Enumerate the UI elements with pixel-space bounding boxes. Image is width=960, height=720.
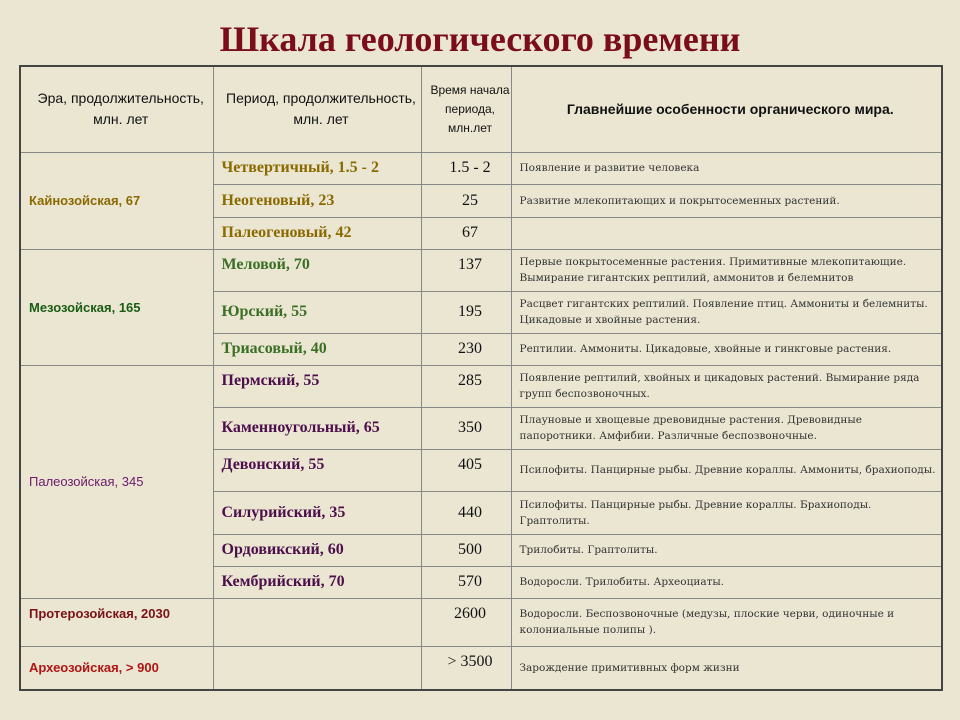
period-cell: Пермский, 55: [213, 365, 421, 407]
start-time-cell: 67: [421, 217, 511, 249]
features-cell: Водоросли. Беспозвоночные (медузы, плоские черви, одиночные и колониальные полипы ).: [511, 598, 942, 646]
period-cell: Каменноугольный, 65: [213, 407, 421, 449]
period-cell: Триасовый, 40: [213, 333, 421, 365]
features-cell: Появление рептилий, хвойных и цикадовых растений. Вымирание ряда групп беспозвоночных.: [511, 365, 942, 407]
features-cell: Зарождение примитивных форм жизни: [511, 646, 942, 690]
start-time-cell: 195: [421, 291, 511, 333]
start-time-cell: 2600: [421, 598, 511, 646]
period-cell: Девонский, 55: [213, 449, 421, 491]
start-time-cell: 285: [421, 365, 511, 407]
features-cell: Развитие млекопитающих и покрытосеменных растений.: [511, 184, 942, 217]
features-cell: Трилобиты. Граптолиты.: [511, 534, 942, 566]
period-cell: Кембрийский, 70: [213, 566, 421, 598]
period-cell: Четвертичный, 1.5 - 2: [213, 152, 421, 184]
start-time-cell: 500: [421, 534, 511, 566]
features-cell: Псилофиты. Панцирные рыбы. Древние кораллы. Аммониты, брахиоподы.: [511, 449, 942, 491]
header-row: [20, 66, 942, 152]
features-cell: Псилофиты. Панцирные рыбы. Древние кораллы. Брахиоподы. Граптолиты.: [511, 491, 942, 534]
period-cell: Палеогеновый, 42: [213, 217, 421, 249]
start-time-cell: 230: [421, 333, 511, 365]
page-title: Шкала геологического времени: [219, 19, 741, 59]
features-cell: Первые покрытосеменные растения. Примитивные млекопитающие. Вымирание гигантских рептилий, аммонитов и белемнитов: [511, 249, 942, 291]
header-era: Эра, продолжительность, млн. лет: [20, 66, 213, 152]
era-mesozoic: Мезозойская, 165: [20, 249, 213, 365]
features-cell: Рептилии. Аммониты. Цикадовые, хвойные и гинкговые растения.: [511, 333, 942, 365]
table-row: [20, 249, 942, 291]
period-cell: Ордовикский, 60: [213, 534, 421, 566]
era-archean: Археозойская, > 900: [20, 646, 213, 690]
start-time-cell: 440: [421, 491, 511, 534]
period-cell: Неогеновый, 23: [213, 184, 421, 217]
features-cell: Плауновые и хвощевые древовидные растения. Древовидные папоротники. Амфибии. Различные беспозвоночные.: [511, 407, 942, 449]
period-cell: Юрский, 55: [213, 291, 421, 333]
table-row: [20, 152, 942, 184]
start-time-cell: 405: [421, 449, 511, 491]
header-features: Главнейшие особенности органического мира.: [511, 66, 942, 152]
period-cell: [213, 646, 421, 690]
features-cell: Появление и развитие человека: [511, 152, 942, 184]
features-cell: [511, 217, 942, 249]
features-cell: Водоросли. Трилобиты. Археоциаты.: [511, 566, 942, 598]
geologic-time-table: [19, 65, 943, 691]
era-cenozoic: Кайнозойская, 67: [20, 152, 213, 249]
start-time-cell: 570: [421, 566, 511, 598]
table-row: [20, 646, 942, 690]
era-proterozoic: Протерозойская, 2030: [20, 598, 213, 646]
start-time-cell: 1.5 - 2: [421, 152, 511, 184]
start-time-cell: 350: [421, 407, 511, 449]
table-row: [20, 365, 942, 407]
header-start-time: Время начала периода, млн.лет: [421, 66, 511, 152]
start-time-cell: 25: [421, 184, 511, 217]
start-time-cell: > 3500: [421, 646, 511, 690]
header-period: Период, продолжительность, млн. лет: [213, 66, 421, 152]
period-cell: [213, 598, 421, 646]
period-cell: Силурийский, 35: [213, 491, 421, 534]
era-paleozoic: Палеозойская, 345: [20, 365, 213, 598]
period-cell: Меловой, 70: [213, 249, 421, 291]
table-row: [20, 598, 942, 646]
features-cell: Расцвет гигантских рептилий. Появление птиц. Аммониты и белемниты. Цикадовые и хвойные растения.: [511, 291, 942, 333]
start-time-cell: 137: [421, 249, 511, 291]
